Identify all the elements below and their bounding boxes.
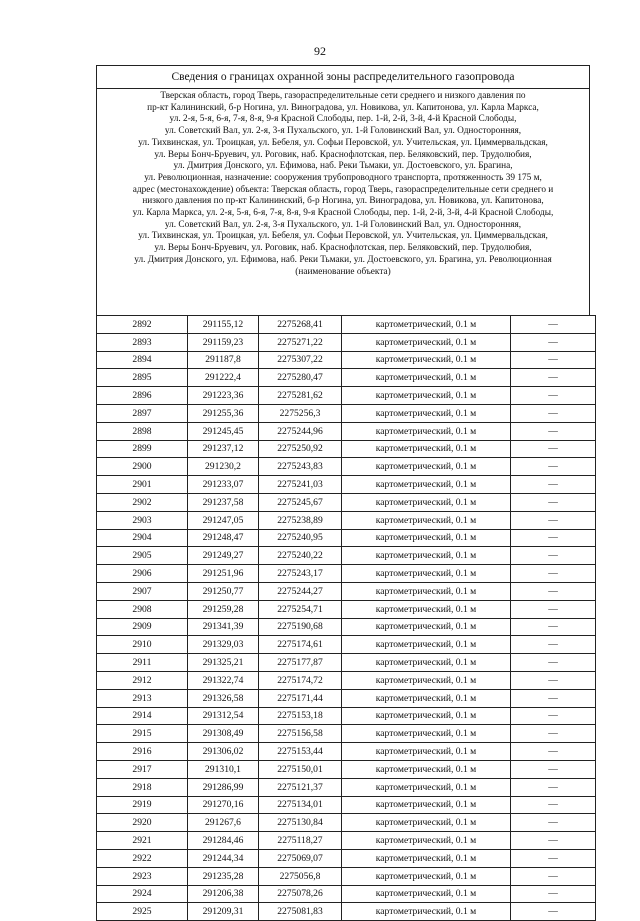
coordinate-x-cell: 291270,16 xyxy=(188,796,259,814)
description-line: ул. Карла Маркса, ул. 2-я, 5-я, 6-я, 7-я, 8-я, 9-я Красной Слободы, пер. 1-й, 2-й, 3-й, 4-й Красной Слободы, xyxy=(132,208,554,219)
method-accuracy-cell: картометрический, 0.1 м xyxy=(342,529,511,547)
coordinate-x-cell: 291206,38 xyxy=(188,885,259,903)
coordinate-x-cell: 291245,45 xyxy=(188,422,259,440)
point-description-cell: — xyxy=(511,689,596,707)
table-row xyxy=(97,404,596,422)
point-number-cell: 2924 xyxy=(97,885,188,903)
page-number: 92 xyxy=(314,44,326,58)
coordinate-x-cell: 291306,02 xyxy=(188,743,259,761)
coordinate-x-cell: 291222,4 xyxy=(188,369,259,387)
method-accuracy-cell: картометрический, 0.1 м xyxy=(342,458,511,476)
method-accuracy-cell: картометрический, 0.1 м xyxy=(342,654,511,672)
coordinate-x-cell: 291250,77 xyxy=(188,582,259,600)
table-row xyxy=(97,814,596,832)
point-number-cell: 2895 xyxy=(97,369,188,387)
coordinate-y-cell: 2275174,61 xyxy=(259,636,342,654)
table-row xyxy=(97,476,596,494)
point-number-cell: 2897 xyxy=(97,404,188,422)
point-number-cell: 2911 xyxy=(97,654,188,672)
table-row xyxy=(97,458,596,476)
coordinate-y-cell: 2275078,26 xyxy=(259,885,342,903)
table-row xyxy=(97,351,596,369)
point-number-cell: 2900 xyxy=(97,458,188,476)
method-accuracy-cell: картометрический, 0.1 м xyxy=(342,778,511,796)
description-line: адрес (местонахождение) объекта: Тверская область, город Тверь, газораспределительные сети среднего и xyxy=(132,184,554,195)
table-row xyxy=(97,707,596,725)
point-description-cell: — xyxy=(511,369,596,387)
method-accuracy-cell: картометрический, 0.1 м xyxy=(342,903,511,921)
coordinate-y-cell: 2275280,47 xyxy=(259,369,342,387)
table-row xyxy=(97,778,596,796)
point-description-cell: — xyxy=(511,511,596,529)
point-description-cell: — xyxy=(511,778,596,796)
point-description-cell: — xyxy=(511,618,596,636)
coordinate-y-cell: 2275243,17 xyxy=(259,565,342,583)
coordinate-x-cell: 291155,12 xyxy=(188,316,259,334)
method-accuracy-cell: картометрический, 0.1 м xyxy=(342,440,511,458)
point-description-cell: — xyxy=(511,849,596,867)
coordinates-table xyxy=(96,315,596,921)
point-number-cell: 2892 xyxy=(97,316,188,334)
point-number-cell: 2898 xyxy=(97,422,188,440)
method-accuracy-cell: картометрический, 0.1 м xyxy=(342,333,511,351)
method-accuracy-cell: картометрический, 0.1 м xyxy=(342,636,511,654)
method-accuracy-cell: картометрический, 0.1 м xyxy=(342,351,511,369)
point-description-cell: — xyxy=(511,351,596,369)
coordinate-x-cell: 291286,99 xyxy=(188,778,259,796)
point-description-cell: — xyxy=(511,654,596,672)
coordinate-x-cell: 291230,2 xyxy=(188,458,259,476)
coordinate-y-cell: 2275081,83 xyxy=(259,903,342,921)
table-row xyxy=(97,725,596,743)
coordinate-y-cell: 2275250,92 xyxy=(259,440,342,458)
object-description xyxy=(96,88,590,315)
coordinate-y-cell: 2275156,58 xyxy=(259,725,342,743)
method-accuracy-cell: картометрический, 0.1 м xyxy=(342,493,511,511)
coordinate-y-cell: 2275244,96 xyxy=(259,422,342,440)
coordinate-x-cell: 291326,58 xyxy=(188,689,259,707)
point-description-cell: — xyxy=(511,636,596,654)
section-title: Сведения о границах охранной зоны распределительного газопровода xyxy=(96,65,590,88)
coordinate-y-cell: 2275238,89 xyxy=(259,511,342,529)
method-accuracy-cell: картометрический, 0.1 м xyxy=(342,600,511,618)
method-accuracy-cell: картометрический, 0.1 м xyxy=(342,422,511,440)
point-description-cell: — xyxy=(511,440,596,458)
coordinate-x-cell: 291248,47 xyxy=(188,529,259,547)
coordinate-x-cell: 291267,6 xyxy=(188,814,259,832)
coordinate-y-cell: 2275153,18 xyxy=(259,707,342,725)
method-accuracy-cell: картометрический, 0.1 м xyxy=(342,814,511,832)
method-accuracy-cell: картометрический, 0.1 м xyxy=(342,511,511,529)
table-row xyxy=(97,689,596,707)
point-number-cell: 2916 xyxy=(97,743,188,761)
point-number-cell: 2893 xyxy=(97,333,188,351)
point-number-cell: 2908 xyxy=(97,600,188,618)
coordinate-x-cell: 291249,27 xyxy=(188,547,259,565)
coordinate-x-cell: 291247,05 xyxy=(188,511,259,529)
coordinate-y-cell: 2275171,44 xyxy=(259,689,342,707)
table-row xyxy=(97,440,596,458)
method-accuracy-cell: картометрический, 0.1 м xyxy=(342,760,511,778)
description-line: ул. 2-я, 5-я, 6-я, 7-я, 8-я, 9-я Красной Слободы, пер. 1-й, 2-й, 3-й, 4-й Красной Слободы, xyxy=(169,114,517,125)
method-accuracy-cell: картометрический, 0.1 м xyxy=(342,369,511,387)
method-accuracy-cell: картометрический, 0.1 м xyxy=(342,689,511,707)
coordinate-x-cell: 291310,1 xyxy=(188,760,259,778)
point-number-cell: 2925 xyxy=(97,903,188,921)
point-description-cell: — xyxy=(511,725,596,743)
point-description-cell: — xyxy=(511,316,596,334)
point-description-cell: — xyxy=(511,760,596,778)
document-frame xyxy=(96,65,590,921)
object-name-caption: (наименование объекта) xyxy=(295,266,391,277)
point-number-cell: 2917 xyxy=(97,760,188,778)
table-row xyxy=(97,333,596,351)
method-accuracy-cell: картометрический, 0.1 м xyxy=(342,832,511,850)
point-number-cell: 2903 xyxy=(97,511,188,529)
coordinate-y-cell: 2275268,41 xyxy=(259,316,342,334)
point-number-cell: 2919 xyxy=(97,796,188,814)
point-description-cell: — xyxy=(511,333,596,351)
description-line: ул. Тихвинская, ул. Троицкая, ул. Бебеля, ул. Софьи Перовской, ул. Учительская, ул. Циммервальдская, xyxy=(138,137,548,148)
description-line: ул. Советский Вал, ул. 2-я, 3-я Пухальского, ул. 1-й Головинский Вал, ул. Односторонняя, xyxy=(164,219,522,230)
point-description-cell: — xyxy=(511,885,596,903)
method-accuracy-cell: картометрический, 0.1 м xyxy=(342,547,511,565)
point-description-cell: — xyxy=(511,404,596,422)
point-description-cell: — xyxy=(511,743,596,761)
coordinate-x-cell: 291325,21 xyxy=(188,654,259,672)
coordinate-x-cell: 291284,46 xyxy=(188,832,259,850)
point-description-cell: — xyxy=(511,458,596,476)
point-number-cell: 2920 xyxy=(97,814,188,832)
coordinate-x-cell: 291209,31 xyxy=(188,903,259,921)
coordinate-y-cell: 2275240,22 xyxy=(259,547,342,565)
point-number-cell: 2894 xyxy=(97,351,188,369)
method-accuracy-cell: картометрический, 0.1 м xyxy=(342,565,511,583)
coordinate-y-cell: 2275245,67 xyxy=(259,493,342,511)
coordinates-table-body xyxy=(97,316,596,921)
coordinate-y-cell: 2275240,95 xyxy=(259,529,342,547)
table-row xyxy=(97,849,596,867)
method-accuracy-cell: картометрический, 0.1 м xyxy=(342,671,511,689)
table-row xyxy=(97,511,596,529)
point-description-cell: — xyxy=(511,814,596,832)
method-accuracy-cell: картометрический, 0.1 м xyxy=(342,796,511,814)
description-line: ул. Советский Вал, ул. 2-я, 3-я Пухальского, ул. 1-й Головинский Вал, ул. Односторонняя, xyxy=(164,126,522,137)
table-row xyxy=(97,796,596,814)
point-number-cell: 2896 xyxy=(97,387,188,405)
point-number-cell: 2913 xyxy=(97,689,188,707)
coordinate-y-cell: 2275177,87 xyxy=(259,654,342,672)
description-line: ул. Веры Бонч-Бруевич, ул. Роговик, наб. Краснофлотская, пер. Беляковский, пер. Трудолюбия, xyxy=(154,243,532,254)
table-row xyxy=(97,565,596,583)
point-number-cell: 2923 xyxy=(97,867,188,885)
table-row xyxy=(97,743,596,761)
coordinate-y-cell: 2275130,84 xyxy=(259,814,342,832)
point-number-cell: 2905 xyxy=(97,547,188,565)
coordinate-y-cell: 2275056,8 xyxy=(259,867,342,885)
coordinate-x-cell: 291255,36 xyxy=(188,404,259,422)
point-number-cell: 2914 xyxy=(97,707,188,725)
method-accuracy-cell: картометрический, 0.1 м xyxy=(342,476,511,494)
method-accuracy-cell: картометрический, 0.1 м xyxy=(342,618,511,636)
description-line: ул. Дмитрия Донского, ул. Ефимова, наб. Реки Тьмаки, ул. Достоевского, ул. Брагина, ул. Революционная xyxy=(134,254,552,265)
point-number-cell: 2904 xyxy=(97,529,188,547)
table-row xyxy=(97,760,596,778)
coordinate-x-cell: 291233,07 xyxy=(188,476,259,494)
point-description-cell: — xyxy=(511,707,596,725)
description-line: ул. Веры Бонч-Бруевич, ул. Роговик, наб. Краснофлотская, пер. Беляковский, пер. Трудолюбия, xyxy=(154,149,532,160)
coordinate-y-cell: 2275174,72 xyxy=(259,671,342,689)
coordinate-x-cell: 291187,8 xyxy=(188,351,259,369)
coordinate-y-cell: 2275121,37 xyxy=(259,778,342,796)
table-row xyxy=(97,867,596,885)
point-description-cell: — xyxy=(511,476,596,494)
point-description-cell: — xyxy=(511,422,596,440)
point-description-cell: — xyxy=(511,387,596,405)
point-number-cell: 2910 xyxy=(97,636,188,654)
coordinate-y-cell: 2275243,83 xyxy=(259,458,342,476)
coordinate-y-cell: 2275307,22 xyxy=(259,351,342,369)
table-row xyxy=(97,671,596,689)
coordinate-x-cell: 291259,28 xyxy=(188,600,259,618)
table-row xyxy=(97,529,596,547)
table-row xyxy=(97,369,596,387)
coordinate-y-cell: 2275271,22 xyxy=(259,333,342,351)
method-accuracy-cell: картометрический, 0.1 м xyxy=(342,387,511,405)
description-line: низкого давления по пр-кт Калининский, б-р Ногина, ул. Виноградова, ул. Новикова, ул. Капитонова, xyxy=(142,196,544,207)
coordinate-x-cell: 291159,23 xyxy=(188,333,259,351)
method-accuracy-cell: картометрический, 0.1 м xyxy=(342,707,511,725)
point-description-cell: — xyxy=(511,582,596,600)
coordinate-y-cell: 2275254,71 xyxy=(259,600,342,618)
point-description-cell: — xyxy=(511,832,596,850)
coordinate-x-cell: 291251,96 xyxy=(188,565,259,583)
coordinate-y-cell: 2275118,27 xyxy=(259,832,342,850)
table-row xyxy=(97,582,596,600)
coordinate-y-cell: 2275244,27 xyxy=(259,582,342,600)
point-number-cell: 2915 xyxy=(97,725,188,743)
table-row xyxy=(97,422,596,440)
coordinate-x-cell: 291308,49 xyxy=(188,725,259,743)
point-number-cell: 2902 xyxy=(97,493,188,511)
point-description-cell: — xyxy=(511,493,596,511)
description-line: ул. Тихвинская, ул. Троицкая, ул. Бебеля, ул. Софьи Перовской, ул. Учительская, ул. Циммервальдская, xyxy=(138,231,548,242)
table-row xyxy=(97,885,596,903)
coordinate-x-cell: 291235,28 xyxy=(188,867,259,885)
point-number-cell: 2912 xyxy=(97,671,188,689)
table-row xyxy=(97,654,596,672)
point-number-cell: 2906 xyxy=(97,565,188,583)
coordinate-x-cell: 291341,39 xyxy=(188,618,259,636)
method-accuracy-cell: картометрический, 0.1 м xyxy=(342,582,511,600)
coordinate-y-cell: 2275150,01 xyxy=(259,760,342,778)
description-line: ул. Революционная, назначение: сооружения трубопроводного транспорта, протяженность 39 175 м, xyxy=(144,172,542,183)
table-row xyxy=(97,832,596,850)
point-description-cell: — xyxy=(511,867,596,885)
coordinate-x-cell: 291329,03 xyxy=(188,636,259,654)
coordinate-x-cell: 291244,34 xyxy=(188,849,259,867)
description-line: Тверская область, город Тверь, газораспределительные сети среднего и низкого давления по xyxy=(160,91,526,101)
point-description-cell: — xyxy=(511,671,596,689)
coordinate-y-cell: 2275256,3 xyxy=(259,404,342,422)
point-description-cell: — xyxy=(511,903,596,921)
coordinate-y-cell: 2275134,01 xyxy=(259,796,342,814)
coordinate-y-cell: 2275069,07 xyxy=(259,849,342,867)
description-line: пр-кт Калининский, б-р Ногина, ул. Виноградова, ул. Новикова, ул. Капитонова, ул. Карла Маркса, xyxy=(147,102,539,113)
coordinate-y-cell: 2275241,03 xyxy=(259,476,342,494)
method-accuracy-cell: картометрический, 0.1 м xyxy=(342,404,511,422)
table-row xyxy=(97,387,596,405)
table-row xyxy=(97,493,596,511)
point-number-cell: 2922 xyxy=(97,849,188,867)
point-number-cell: 2907 xyxy=(97,582,188,600)
description-line: ул. Дмитрия Донского, ул. Ефимова, наб. Реки Тьмаки, ул. Достоевского, ул. Брагина, xyxy=(173,161,513,172)
coordinate-x-cell: 291322,74 xyxy=(188,671,259,689)
coordinate-x-cell: 291223,36 xyxy=(188,387,259,405)
method-accuracy-cell: картометрический, 0.1 м xyxy=(342,849,511,867)
coordinate-x-cell: 291237,58 xyxy=(188,493,259,511)
point-number-cell: 2901 xyxy=(97,476,188,494)
point-number-cell: 2909 xyxy=(97,618,188,636)
point-number-cell: 2899 xyxy=(97,440,188,458)
table-row xyxy=(97,903,596,921)
method-accuracy-cell: картометрический, 0.1 м xyxy=(342,725,511,743)
method-accuracy-cell: картометрический, 0.1 м xyxy=(342,867,511,885)
method-accuracy-cell: картометрический, 0.1 м xyxy=(342,743,511,761)
point-description-cell: — xyxy=(511,547,596,565)
point-number-cell: 2918 xyxy=(97,778,188,796)
table-row xyxy=(97,316,596,334)
coordinate-x-cell: 291237,12 xyxy=(188,440,259,458)
point-description-cell: — xyxy=(511,796,596,814)
table-row xyxy=(97,618,596,636)
point-description-cell: — xyxy=(511,529,596,547)
coordinate-y-cell: 2275153,44 xyxy=(259,743,342,761)
point-description-cell: — xyxy=(511,565,596,583)
table-row xyxy=(97,547,596,565)
coordinate-y-cell: 2275190,68 xyxy=(259,618,342,636)
table-row xyxy=(97,600,596,618)
method-accuracy-cell: картометрический, 0.1 м xyxy=(342,885,511,903)
point-number-cell: 2921 xyxy=(97,832,188,850)
coordinate-y-cell: 2275281,62 xyxy=(259,387,342,405)
point-description-cell: — xyxy=(511,600,596,618)
coordinate-x-cell: 291312,54 xyxy=(188,707,259,725)
method-accuracy-cell: картометрический, 0.1 м xyxy=(342,316,511,334)
table-row xyxy=(97,636,596,654)
